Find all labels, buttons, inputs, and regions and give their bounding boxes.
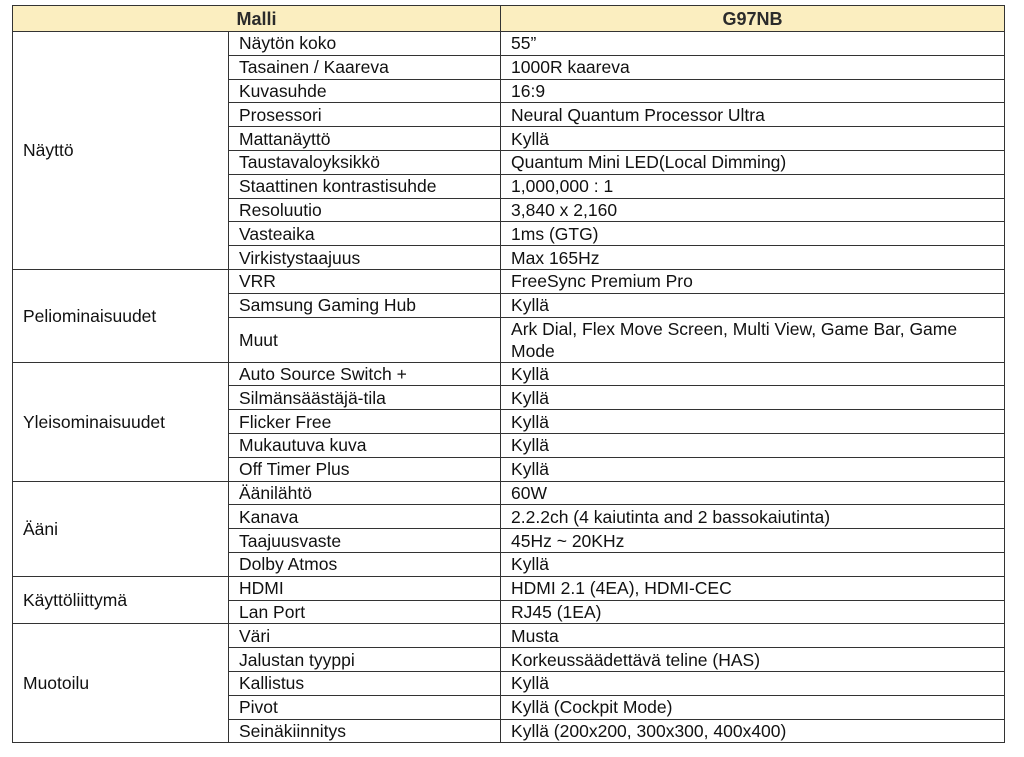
spec-label-cell: Virkistystaajuus — [229, 246, 501, 270]
spec-value-cell: Max 165Hz — [501, 246, 1005, 270]
spec-value-cell: Kyllä (200x200, 300x300, 400x400) — [501, 719, 1005, 743]
spec-label-cell: Kallistus — [229, 671, 501, 695]
table-row — [13, 362, 1005, 386]
spec-label-cell: Prosessori — [229, 103, 501, 127]
spec-label-cell: VRR — [229, 269, 501, 293]
spec-value-cell: Kyllä — [501, 127, 1005, 151]
table-row — [13, 481, 1005, 505]
spec-value-cell: 2.2.2ch (4 kaiutinta and 2 bassokaiutinta) — [501, 505, 1005, 529]
spec-label-cell: Mattanäyttö — [229, 127, 501, 151]
spec-label-cell: Jalustan tyyppi — [229, 648, 501, 672]
spec-label-cell: Taajuusvaste — [229, 529, 501, 553]
spec-value-cell: 55” — [501, 32, 1005, 56]
spec-value-cell: Ark Dial, Flex Move Screen, Multi View, Game Bar, Game Mode — [501, 317, 1005, 362]
spec-label-cell: Tasainen / Kaareva — [229, 55, 501, 79]
spec-label-cell: Flicker Free — [229, 410, 501, 434]
spec-value-cell: Kyllä — [501, 386, 1005, 410]
spec-table — [12, 5, 1005, 743]
spec-value-cell: Kyllä — [501, 457, 1005, 481]
spec-label-cell: Kanava — [229, 505, 501, 529]
spec-value-cell: Kyllä — [501, 433, 1005, 457]
spec-value-cell: FreeSync Premium Pro — [501, 269, 1005, 293]
spec-value-cell: 1ms (GTG) — [501, 222, 1005, 246]
spec-value-cell: 1,000,000 : 1 — [501, 174, 1005, 198]
spec-label-cell: Pivot — [229, 695, 501, 719]
spec-label-cell: Muut — [229, 317, 501, 362]
spec-label-cell: Vasteaika — [229, 222, 501, 246]
spec-value-cell: Kyllä — [501, 671, 1005, 695]
spec-value-cell: 1000R kaareva — [501, 55, 1005, 79]
spec-value-cell: Neural Quantum Processor Ultra — [501, 103, 1005, 127]
spec-value-cell: 45Hz ~ 20KHz — [501, 529, 1005, 553]
spec-label-cell: Off Timer Plus — [229, 457, 501, 481]
spec-label-cell: Kuvasuhde — [229, 79, 501, 103]
header-row — [13, 6, 1005, 32]
spec-label-cell: Väri — [229, 624, 501, 648]
spec-value-cell: 3,840 x 2,160 — [501, 198, 1005, 222]
category-cell: Käyttöliittymä — [13, 576, 229, 624]
spec-value-cell: Kyllä — [501, 362, 1005, 386]
spec-label-cell: Samsung Gaming Hub — [229, 293, 501, 317]
spec-label-cell: Seinäkiinnitys — [229, 719, 501, 743]
category-cell: Yleisominaisuudet — [13, 362, 229, 481]
spec-value-cell: Kyllä (Cockpit Mode) — [501, 695, 1005, 719]
spec-body — [13, 32, 1005, 743]
spec-value-cell: Musta — [501, 624, 1005, 648]
spec-value-cell: Kyllä — [501, 552, 1005, 576]
table-row — [13, 576, 1005, 600]
category-cell: Peliominaisuudet — [13, 269, 229, 362]
model-value: G97NB — [501, 6, 1005, 32]
category-cell: Muotoilu — [13, 624, 229, 743]
table-row — [13, 624, 1005, 648]
spec-value-cell: Quantum Mini LED(Local Dimming) — [501, 150, 1005, 174]
spec-label-cell: Auto Source Switch + — [229, 362, 501, 386]
spec-label-cell: Näytön koko — [229, 32, 501, 56]
spec-label-cell: Taustavaloyksikkö — [229, 150, 501, 174]
model-label: Malli — [13, 6, 501, 32]
spec-value-cell: 16:9 — [501, 79, 1005, 103]
spec-value-cell: 60W — [501, 481, 1005, 505]
spec-value-cell: Kyllä — [501, 293, 1005, 317]
spec-value-cell: Korkeussäädettävä teline (HAS) — [501, 648, 1005, 672]
category-cell: Näyttö — [13, 32, 229, 270]
spec-value-cell: RJ45 (1EA) — [501, 600, 1005, 624]
category-cell: Ääni — [13, 481, 229, 576]
spec-label-cell: Lan Port — [229, 600, 501, 624]
spec-label-cell: Resoluutio — [229, 198, 501, 222]
spec-label-cell: Dolby Atmos — [229, 552, 501, 576]
spec-value-cell: HDMI 2.1 (4EA), HDMI-CEC — [501, 576, 1005, 600]
spec-value-cell: Kyllä — [501, 410, 1005, 434]
spec-label-cell: HDMI — [229, 576, 501, 600]
spec-label-cell: Staattinen kontrastisuhde — [229, 174, 501, 198]
spec-label-cell: Silmänsäästäjä-tila — [229, 386, 501, 410]
spec-label-cell: Mukautuva kuva — [229, 433, 501, 457]
spec-label-cell: Äänilähtö — [229, 481, 501, 505]
table-row — [13, 269, 1005, 293]
table-row — [13, 32, 1005, 56]
